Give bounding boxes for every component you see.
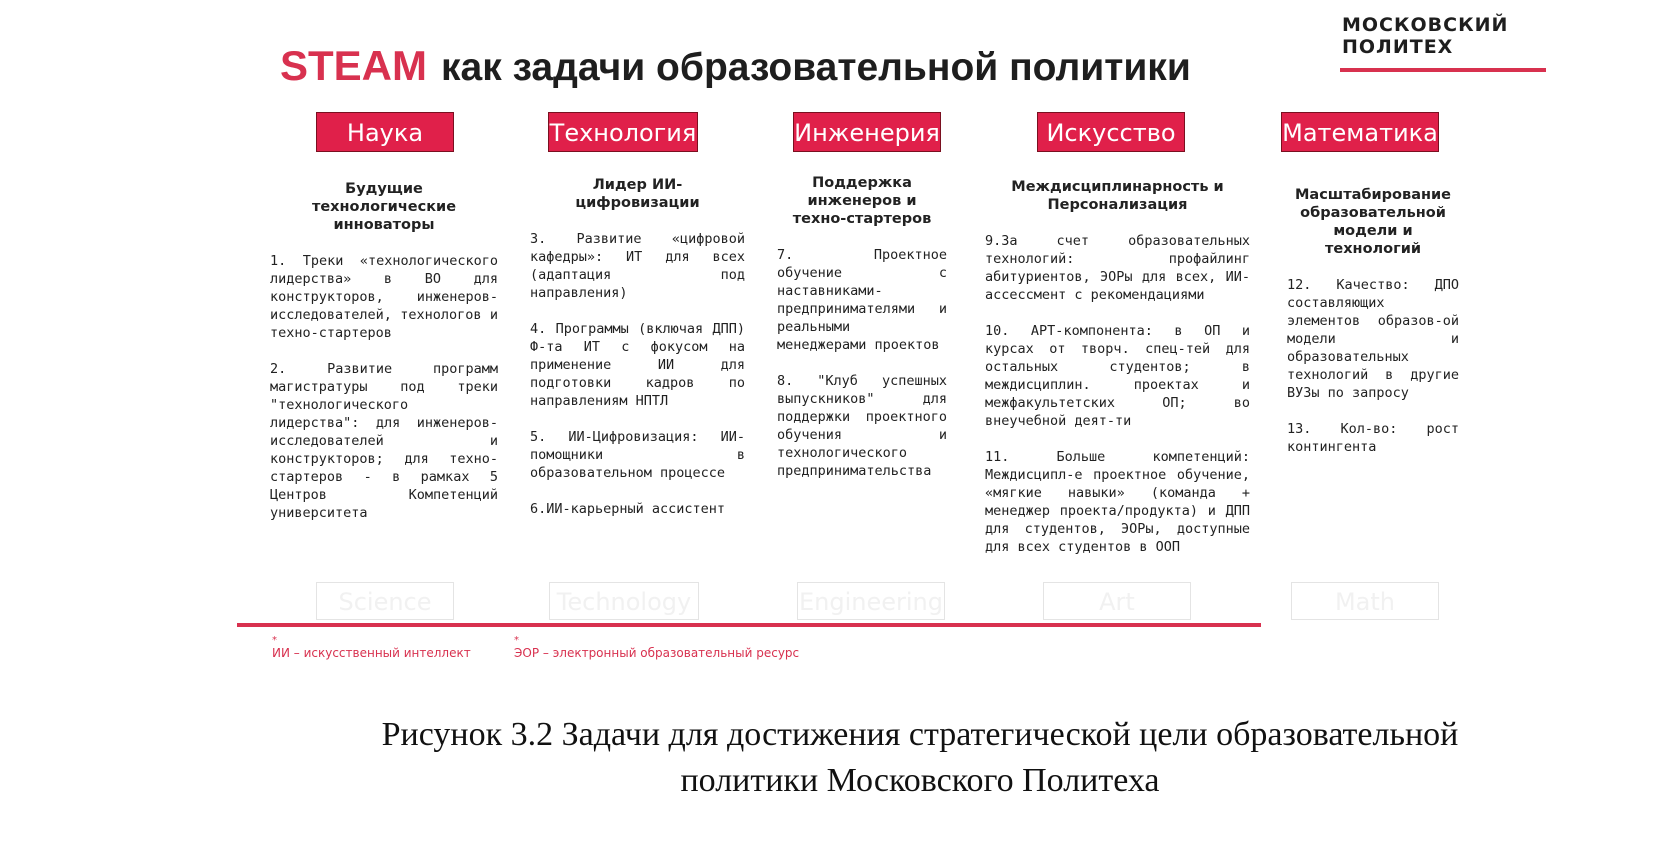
badge-technology: Технология (548, 112, 698, 152)
task-item-9: 9.За счет образовательных технологий: профайлинг абитуриентов, ЭОРы для всех, ИИ-ассессмент с рекомендациями (985, 233, 1250, 303)
logo-line-2: ПОЛИТЕХ (1342, 36, 1454, 58)
column-items (1287, 276, 1459, 456)
logo-underline (1340, 68, 1546, 72)
task-item-8: 8. "Клуб успешных выпускников" для поддержки проектного обучения и технологического предпринимательства (777, 373, 947, 479)
badge-math: Математика (1281, 112, 1439, 152)
footnote-star: * (514, 635, 519, 646)
figure-caption (200, 712, 1640, 804)
column-heading: Междисциплинарность и Персонализация (1011, 179, 1224, 213)
task-item-6: 6.ИИ-карьерный ассистент (530, 501, 726, 517)
task-item-12: 12. Качество: ДПО составляющих элементов образов-ой модели и образовательных технологий в другие ВУЗы по запросу (1287, 277, 1459, 401)
politech-logo (1342, 14, 1562, 58)
footnote-text: ЭОР – электронный образовательный ресурс (514, 646, 800, 660)
caption-line-1: Рисунок 3.2 Задачи для достижения стратегической цели образовательной (381, 716, 1459, 753)
column-heading: Будущие технологические инноваторы (311, 181, 457, 233)
footnote-text: ИИ – искусственный интеллект (272, 646, 471, 660)
column-items (777, 246, 947, 480)
caption-line-2: политики Московского Политеха (680, 762, 1160, 799)
task-item-4: 4. Программы (включая ДПП) Ф-та ИТ с фокусом на применение ИИ для подготовки кадров по направлениям НПТЛ (530, 321, 745, 409)
badge-science: Наука (316, 112, 454, 152)
title-rest: как задачи образовательной политики (441, 46, 1191, 89)
column-art (985, 112, 1250, 574)
column-technology (530, 112, 745, 536)
footnote-ai (272, 636, 471, 660)
task-item-5: 5. ИИ-Цифровизация: ИИ-помощники в образовательном процессе (530, 429, 745, 481)
column-math (1282, 112, 1459, 474)
task-item-10: 10. АРТ-компонента: в ОП и курсах от творч. спец-тей для остальных студентов; в междисциплин. проектах и межфакультетских ОП; во внеучебной деят-ти (985, 323, 1250, 429)
slide-title (280, 42, 1191, 90)
footnote-eor (514, 636, 799, 660)
task-item-2: 2. Развитие программ магистратуры под треки "технологического лидерства": для инженеров-исследователей и конструкторов; для техно-стартеров - в рамках 5 Центров Компетенций университета (270, 361, 498, 521)
divider-line (237, 623, 1261, 627)
column-engineering (777, 112, 947, 498)
footnote-star: * (272, 635, 277, 646)
column-items (270, 252, 498, 522)
task-item-13: 13. Кол-во: рост контингента (1287, 421, 1459, 455)
badge-art: Искусство (1037, 112, 1185, 152)
ghost-label-math: Math (1291, 582, 1439, 620)
column-items (530, 230, 745, 518)
task-item-3: 3. Развитие «цифровой кафедры»: ИТ для всех (адаптация под направления) (530, 231, 745, 301)
task-item-7: 7. Проектное обучение с наставниками-предпринимателями и реальными менеджерами проектов (777, 247, 947, 353)
ghost-label-engineering: Engineering (797, 582, 945, 620)
column-heading: Лидер ИИ- цифровизации (575, 177, 700, 211)
task-item-11: 11. Больше компетенций: Междисципл-е проектное обучение, «мягкие навыки» (команда + менеджер проекта/продукта) и ДПП для студентов, ЭОРы, доступные для всех студентов в ООП (985, 449, 1250, 555)
ghost-label-art: Art (1043, 582, 1191, 620)
ghost-label-technology: Technology (549, 582, 699, 620)
column-heading: Масштабирование образовательной модели и технологий (1295, 187, 1451, 257)
ghost-label-science: Science (316, 582, 454, 620)
column-items (985, 232, 1250, 556)
title-steam: STEAM (280, 42, 427, 89)
task-item-1: 1. Треки «технологического лидерства» в ВО для конструкторов, инженеров-исследователей, технологов и техно-стартеров (270, 253, 498, 341)
column-heading: Поддержка инженеров и техно-стартеров (792, 175, 932, 227)
column-science (270, 112, 498, 540)
badge-engineering: Инженерия (793, 112, 941, 152)
logo-line-1: МОСКОВСКИЙ (1342, 14, 1509, 36)
